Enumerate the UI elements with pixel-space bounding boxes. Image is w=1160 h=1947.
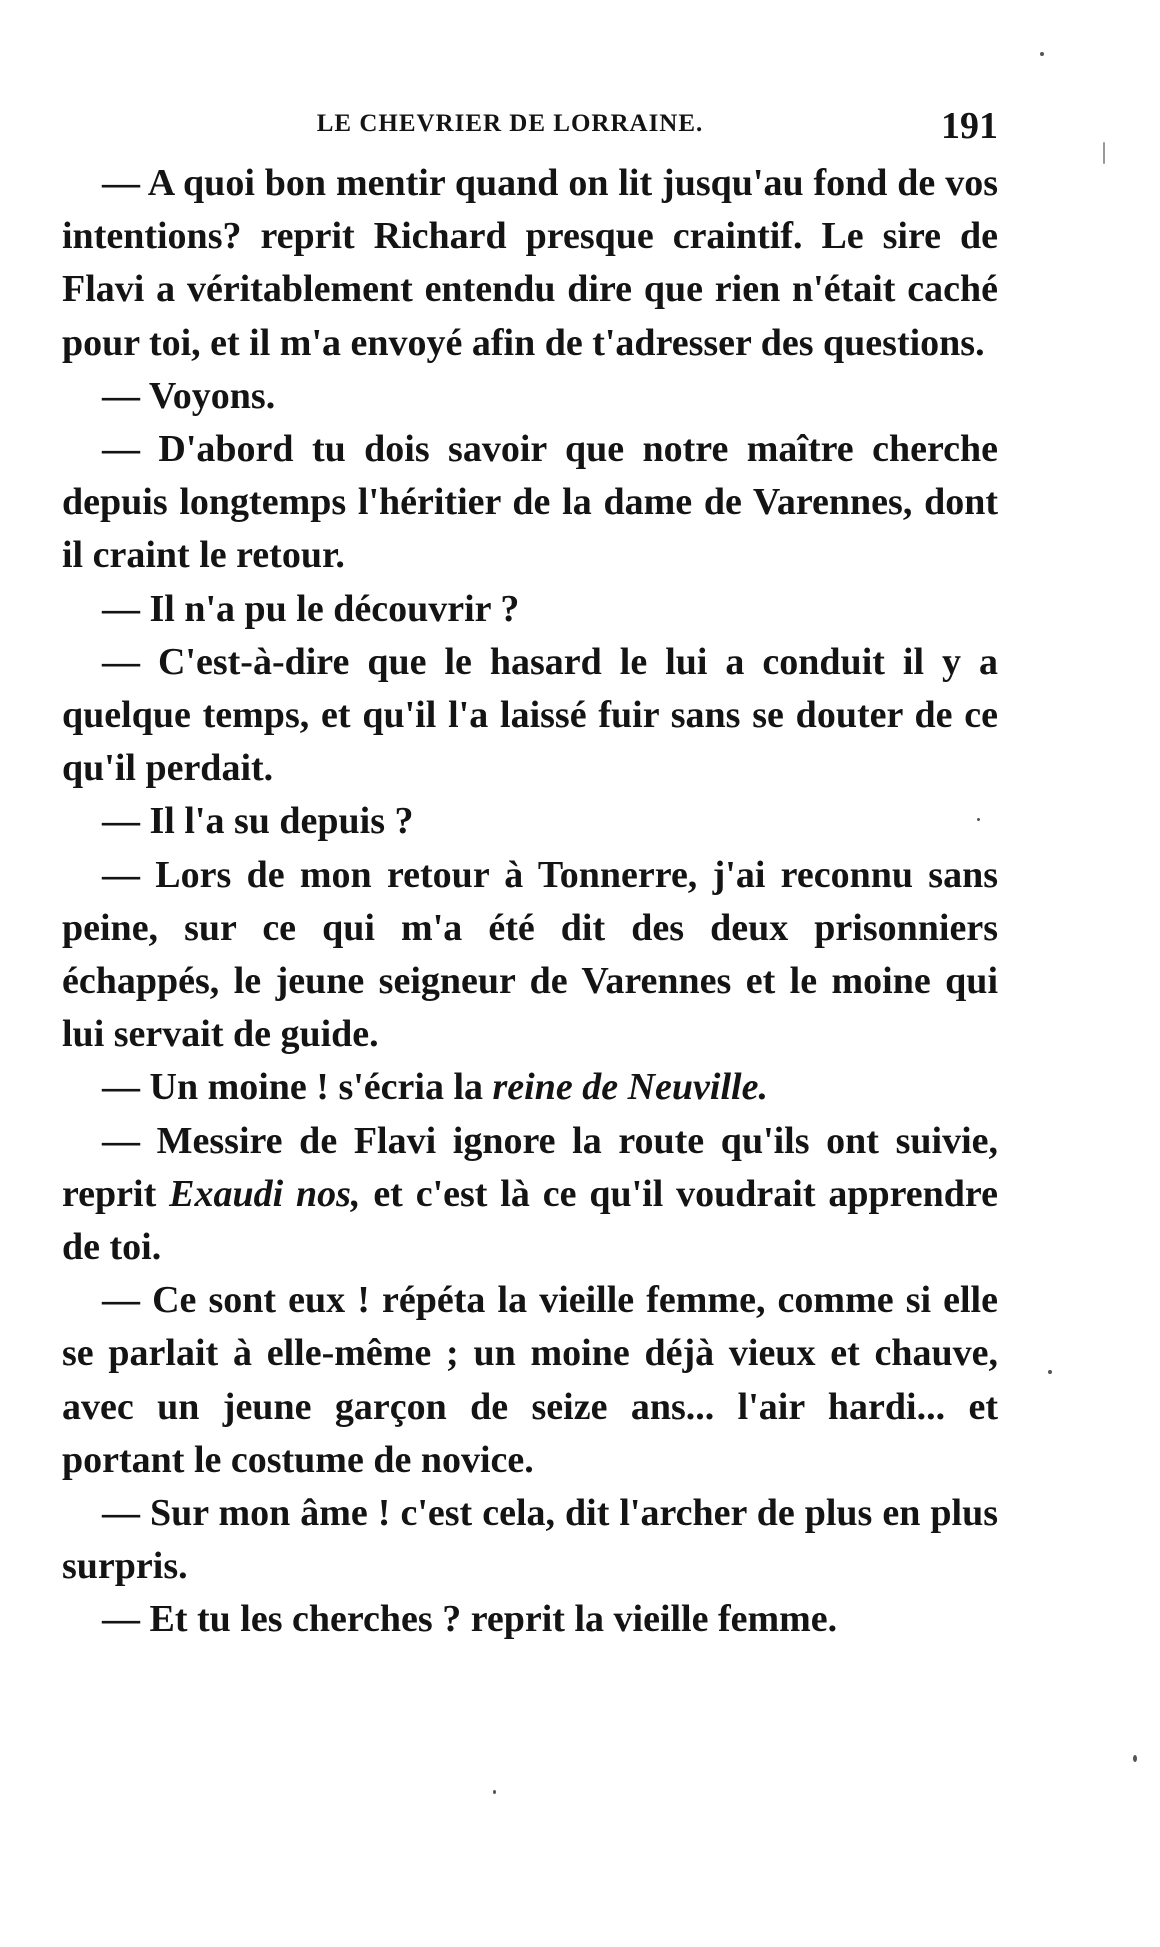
paragraph-text: et c'est là ce qu'il voudrait apprendre de toi. [62,1172,998,1269]
paragraph: — A quoi bon mentir quand on lit jusqu'au fond de vos intentions? reprit Richard presque craintif. Le sire de Flavi a véritablement entendu dire que rien n'était caché pour toi, et il m'a envoyé afin de t'adresser des questions. [62,162,998,364]
print-speck [1040,52,1044,56]
paragraph: — Il n'a pu le découvrir ? [102,587,520,630]
paragraph: — Sur mon âme ! c'est cela, dit l'archer de plus en plus surpris. [62,1492,998,1588]
italic-phrase: reine de Neuville. [492,1066,768,1109]
paragraph-text: — Un moine ! s'écria la [102,1066,493,1109]
paragraph: — C'est-à-dire que le hasard le lui a conduit il y a quelque temps, et qu'il l'a laissé fuir sans se douter de ce qu'il perdait. [62,640,998,790]
paragraph: — D'abord tu dois savoir que notre maître cherche depuis longtemps l'héritier de la dame de Varennes, dont il craint le retour. [62,428,998,577]
running-title: LE CHEVRIER DE LORRAINE. [316,110,704,137]
print-speck [1103,142,1105,164]
paragraph: — Et tu les cherches ? reprit la vieille femme. [102,1598,838,1641]
paragraph-text: — Messire de Flavi ignore la route qu'ils ont suivie, reprit [62,1119,998,1215]
print-speck [977,818,980,821]
running-head [62,105,998,148]
paragraph [62,1115,998,1275]
print-speck [493,1790,496,1794]
page-number: 191 [941,105,998,147]
paragraph: — Voyons. [102,374,276,417]
print-speck [1048,1370,1052,1374]
italic-phrase: Exaudi nos, [169,1172,361,1215]
paragraph: — Lors de mon retour à Tonnerre, j'ai reconnu sans peine, sur ce qui m'a été dit des deux prisonniers échappés, le jeune seigneur de Varennes et le moine qui lui servait de guide. [62,853,998,1056]
paragraph: — Il l'a su depuis ? [102,800,414,843]
print-speck [1133,1755,1137,1762]
paragraph: — Ce sont eux ! répéta la vieille femme, comme si elle se parlait à elle-même ; un moine déjà vieux et chauve, avec un jeune garçon de seize ans... l'air hardi... et portant le costume de novice. [62,1279,998,1481]
paragraph [62,1061,998,1114]
body-text [62,157,998,1647]
